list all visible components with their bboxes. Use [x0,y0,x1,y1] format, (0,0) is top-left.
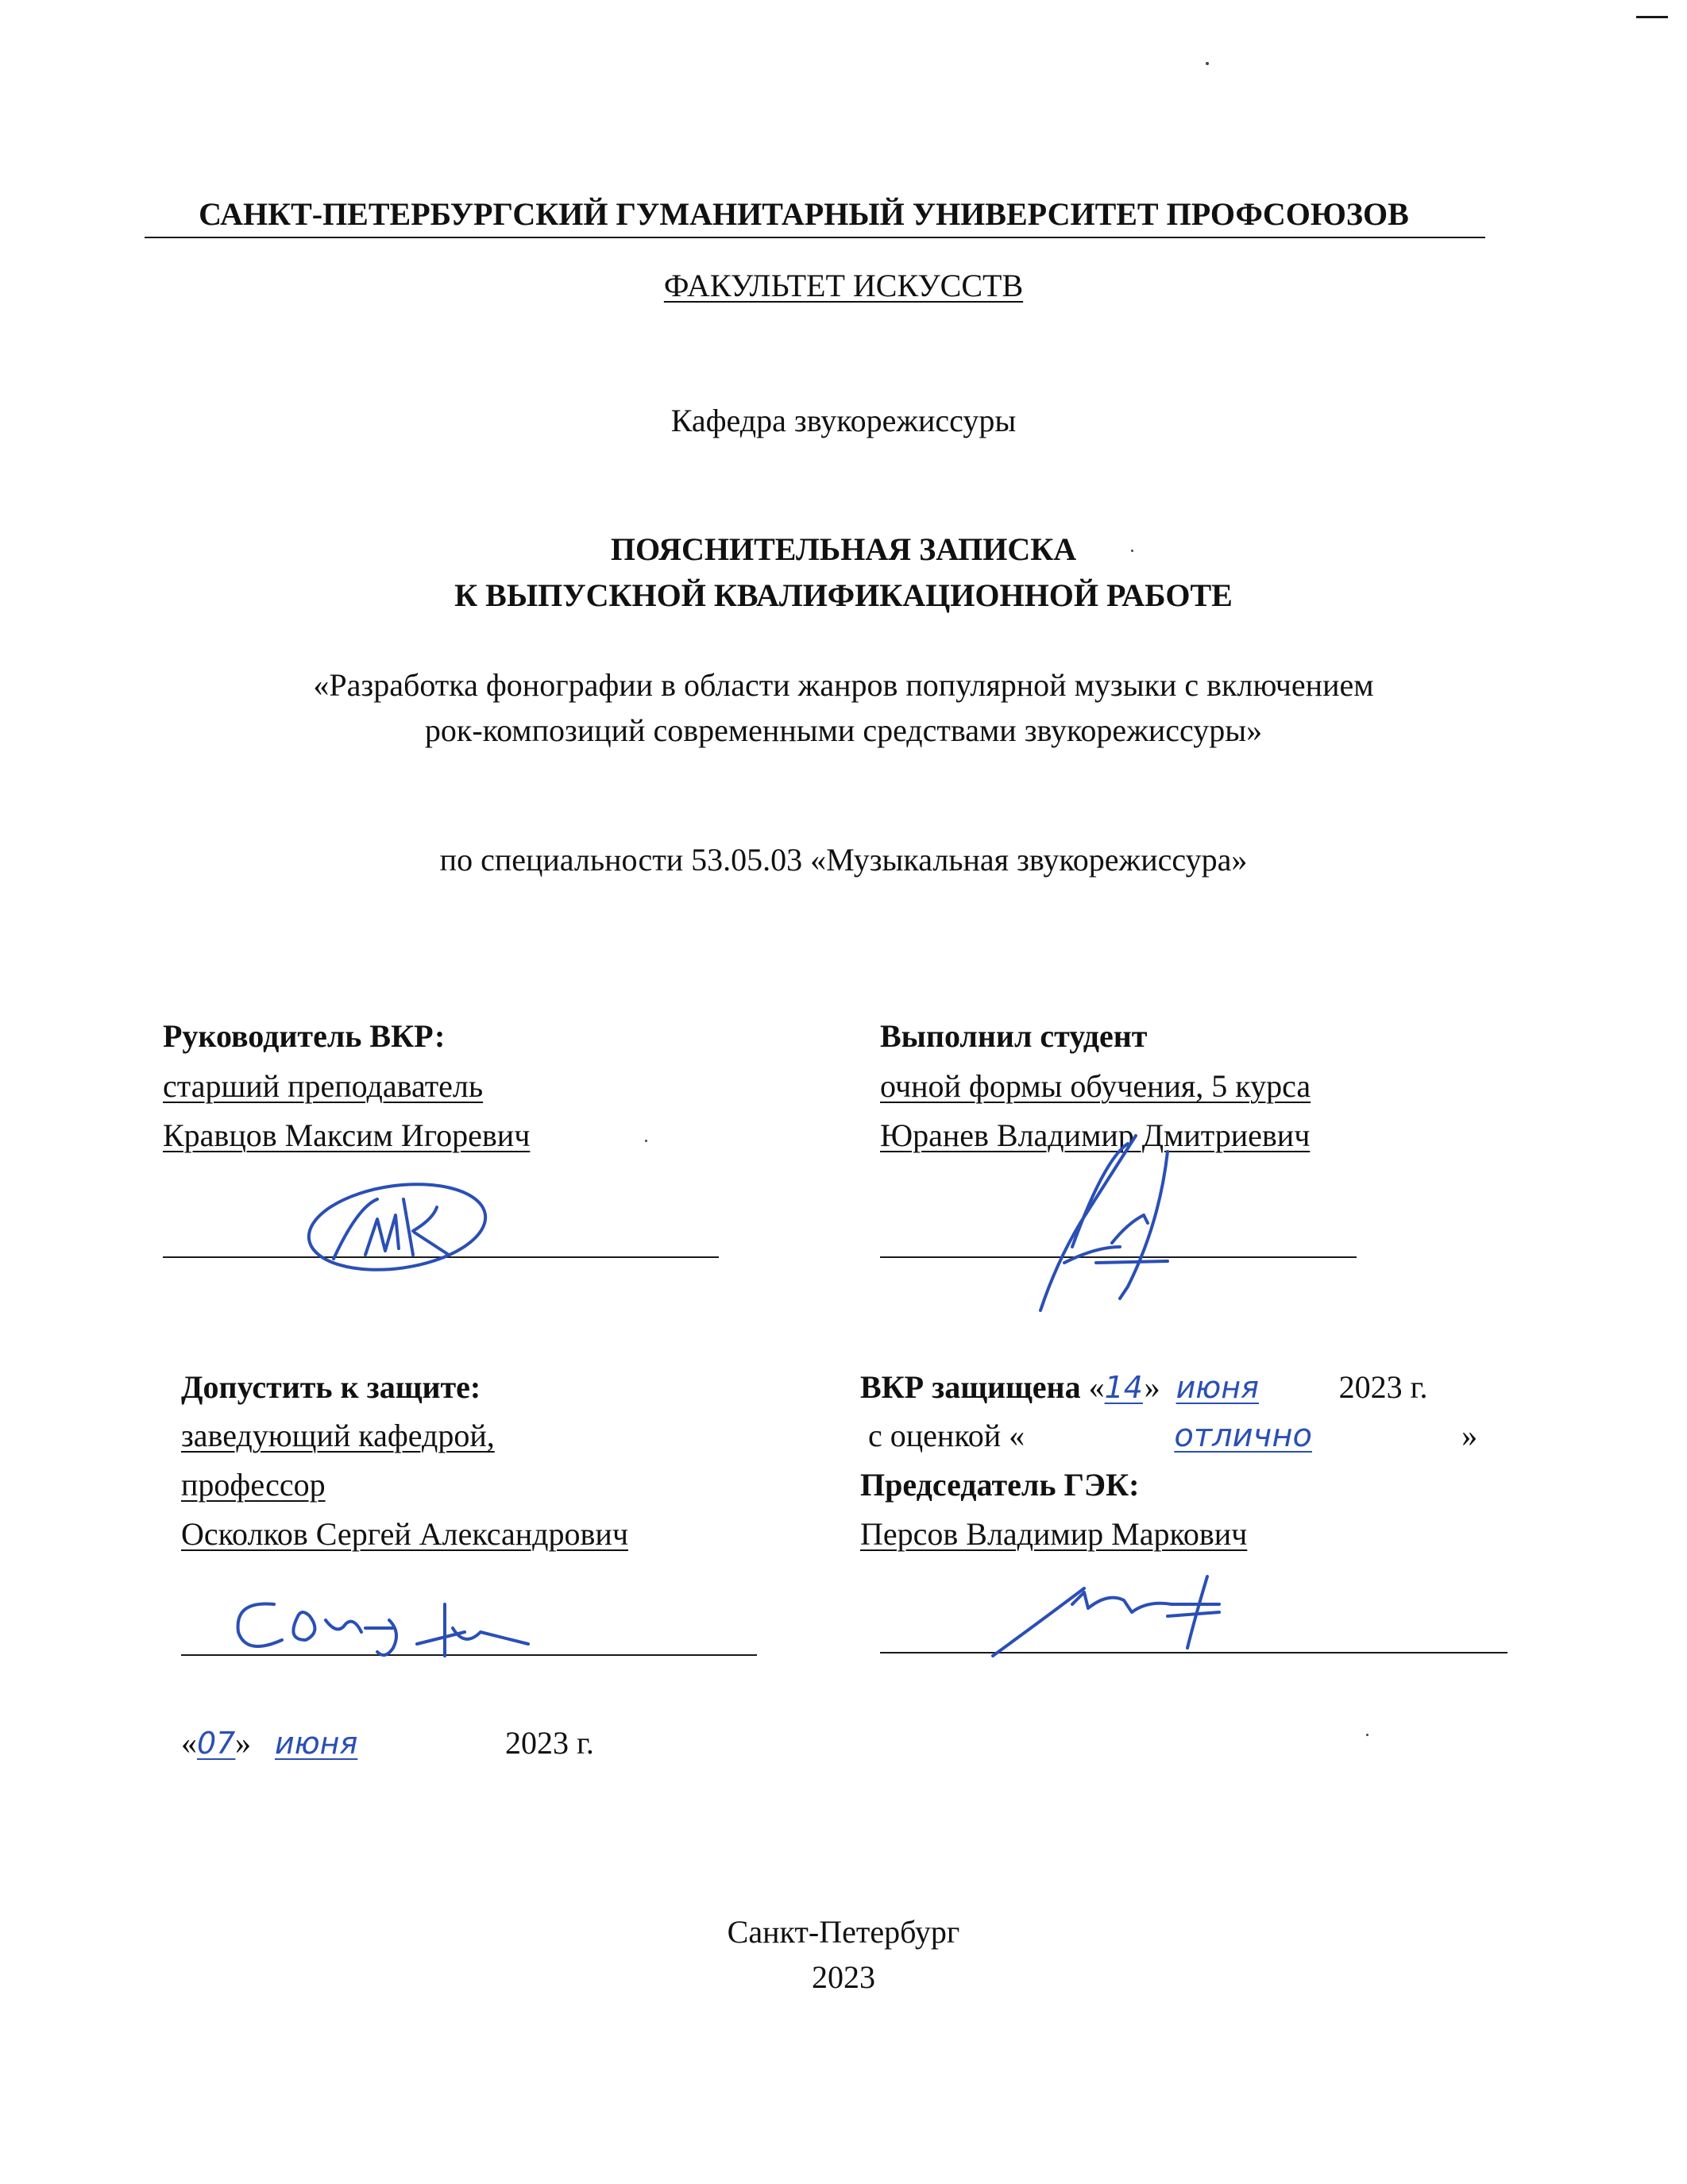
university-underline [145,237,1485,238]
department-name: Кафедра звукорежиссуры [670,403,1017,438]
topic-line1: «Разработка фонографии в области жанров популярной музыки с включением [313,667,1374,703]
defense-date-close: » [1144,1369,1160,1405]
specialty-line: по специальности 53.05.03 «Музыкальная звукорежиссура» [439,842,1248,878]
admission-position-line2 [181,1465,326,1505]
scan-speck [1131,550,1133,552]
admission-date-day: 07 [197,1726,236,1761]
supervisor-name-text: Кравцов Максим Игоревич [163,1117,531,1153]
supervisor-heading: Руководитель ВКР: [163,1018,446,1054]
defense-chair-signature [989,1569,1291,1664]
admission-position-line1 [181,1416,495,1456]
defense-line [860,1368,1427,1407]
admission-date-year: 2023 г. [505,1725,594,1761]
defense-grade-prefix: с оценкой « [868,1418,1025,1453]
admission-date [181,1723,594,1763]
faculty-name [0,266,1687,306]
scan-speck [645,1140,647,1142]
student-signature [1009,1128,1215,1326]
defense-grade-line [868,1416,1477,1456]
admission-date-close: » [235,1725,251,1761]
admission-signature [226,1584,623,1672]
defense-grade: отлично [1174,1418,1312,1454]
supervisor-signature [302,1175,492,1279]
admission-name-text: Осколков Сергей Александрович [181,1516,628,1552]
faculty-label: ФАКУЛЬТЕТ ИСКУССТВ [663,268,1024,303]
defense-date-year: 2023 г. [1338,1369,1428,1405]
defense-heading: ВКР защищена [860,1369,1081,1405]
defense-date-open: « [1088,1369,1105,1405]
student-heading: Выполнил студент [880,1018,1148,1054]
supervisor-position-text: старший преподаватель [163,1068,484,1104]
defense-chair-name [860,1515,1247,1554]
defense-chair-heading: Председатель ГЭК: [860,1467,1140,1503]
footer-year: 2023 [812,1959,875,1995]
student-details-text: очной формы обучения, 5 курса [880,1068,1311,1104]
student-name-text: Юранев Владимир Дмитриевич [880,1117,1311,1153]
supervisor-name [163,1116,530,1156]
admission-name [181,1515,628,1554]
footer-city: Санкт-Петербург [727,1914,960,1950]
defense-grade-suffix: » [1461,1418,1478,1453]
defense-date-month: июня [1175,1370,1259,1405]
admission-date-open: « [181,1725,197,1761]
admission-heading: Допустить к защите: [181,1369,481,1405]
admission-date-month: июня [275,1726,358,1761]
student-details [880,1067,1311,1106]
defense-date-day: 14 [1104,1370,1143,1405]
admission-position-line2-text: профессор [181,1467,326,1503]
document-title-line1: ПОЯСНИТЕЛЬНАЯ ЗАПИСКА [610,531,1077,567]
supervisor-position [163,1067,483,1106]
document-title-line2: К ВЫПУСКНОЙ КВАЛИФИКАЦИОННОЙ РАБОТЕ [454,577,1233,613]
topic-line2: рок-композиций современными средствами звукорежиссуры» [424,712,1263,748]
university-name: САНКТ-ПЕТЕРБУРГСКИЙ ГУМАНИТАРНЫЙ УНИВЕРСИТЕТ ПРОФСОЮЗОВ [199,196,1409,232]
scan-artifact-dash [1636,16,1668,18]
admission-position-line1-text: заведующий кафедрой, [181,1418,495,1453]
scan-speck [1366,1734,1369,1736]
scan-speck [1206,62,1209,65]
defense-chair-name-text: Персов Владимир Маркович [860,1516,1248,1552]
